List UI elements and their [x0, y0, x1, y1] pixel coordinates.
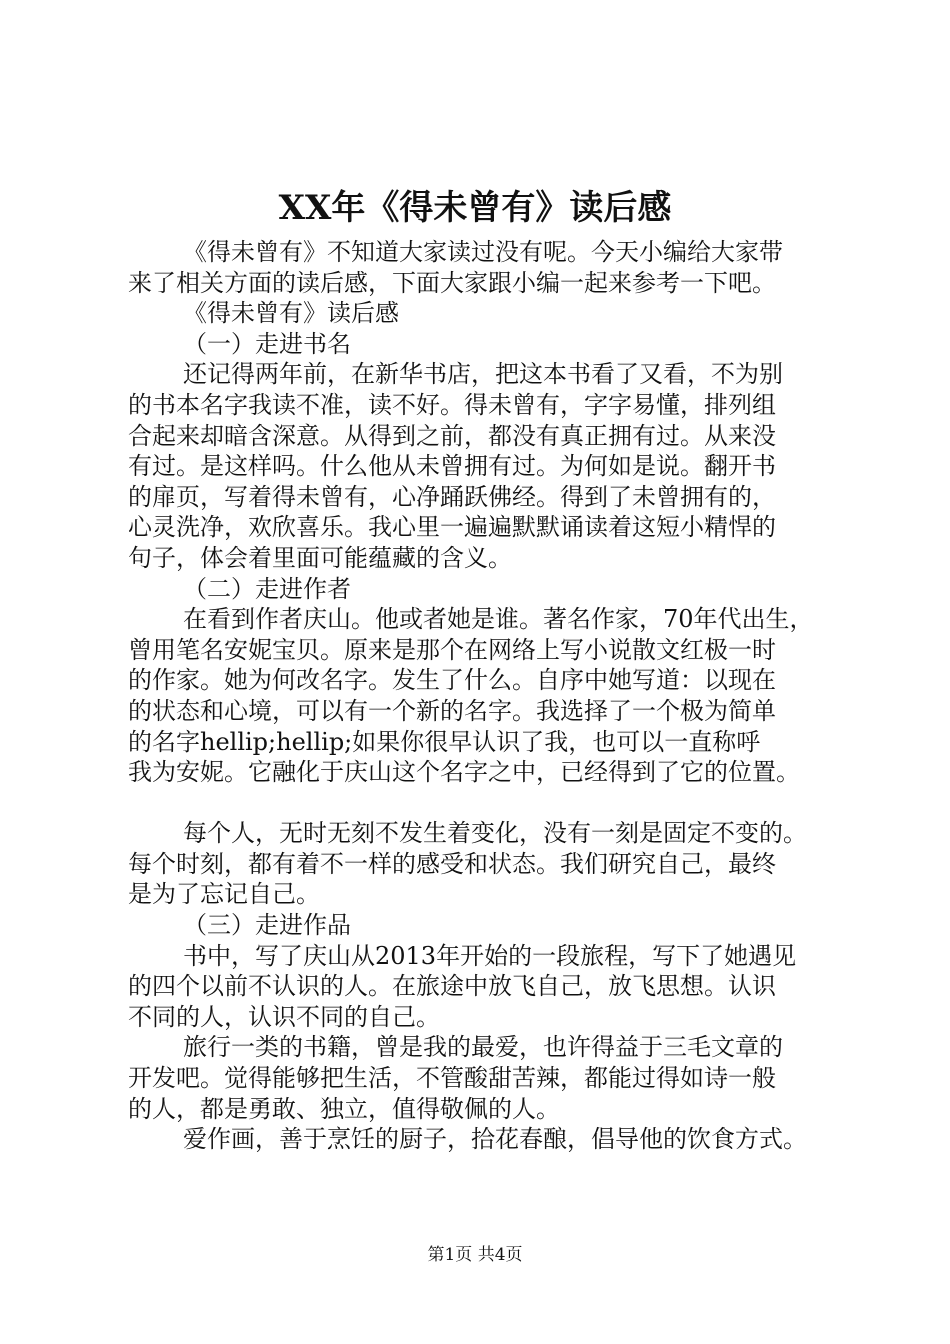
- text-line: （三）走进作品: [183, 911, 351, 940]
- text-line: 开发吧。觉得能够把生活，不管酸甜苦辣，都能过得如诗一般: [128, 1064, 776, 1093]
- text-line: 有过。是这样吗。什么他从未曾拥有过。为何如是说。翻开书: [128, 452, 776, 481]
- text-line: 心灵洗净，欢欣喜乐。我心里一遍遍默默诵读着这短小精悍的: [128, 513, 776, 542]
- text-line: 的扉页，写着得未曾有，心净踊跃佛经。得到了未曾拥有的，: [128, 482, 776, 511]
- text-line: 《得未曾有》不知道大家读过没有呢。今天小编给大家带: [183, 238, 783, 266]
- text-line: 曾用笔名安妮宝贝。原来是那个在网络上写小说散文红极一时: [128, 635, 776, 664]
- text-line: 我为安妮。它融化于庆山这个名字之中，已经得到了它的位置。: [128, 758, 800, 787]
- document-title: XX年《得未曾有》读后感: [278, 188, 672, 228]
- text-line: （一）走进书名: [183, 329, 351, 358]
- document-body: [128, 237, 830, 1155]
- text-line: [128, 788, 830, 819]
- page-footer: 第1页 共4页: [427, 1245, 523, 1265]
- text-line: 在看到作者庆山。他或者她是谁。著名作家，70年代出生，: [183, 605, 814, 634]
- text-line: 旅行一类的书籍，曾是我的最爱，也许得益于三毛文章的: [183, 1033, 783, 1062]
- text-line: 来了相关方面的读后感，下面大家跟小编一起来参考一下吧。: [128, 268, 776, 297]
- text-line: 不同的人，认识不同的自己。: [128, 1002, 440, 1031]
- text-line: 的书本名字我读不准，读不好。得未曾有，字字易懂，排列组: [128, 390, 776, 419]
- text-line: 的状态和心境，可以有一个新的名字。我选择了一个极为简单: [128, 696, 776, 725]
- text-line: 还记得两年前，在新华书店，把这本书看了又看，不为别: [183, 360, 783, 389]
- text-line: 句子，体会着里面可能蕴藏的含义。: [128, 543, 512, 572]
- text-line: 是为了忘记自己。: [128, 880, 320, 909]
- text-line: （二）走进作者: [183, 574, 351, 603]
- text-line: 书中，写了庆山从2013年开始的一段旅程，写下了她遇见: [183, 941, 797, 970]
- text-line: 合起来却暗含深意。从得到之前，都没有真正拥有过。从来没: [128, 421, 776, 450]
- text-line: 的人，都是勇敢、独立，值得敬佩的人。: [128, 1094, 560, 1123]
- text-line: 每个人，无时无刻不发生着变化，没有一刻是固定不变的。: [183, 819, 807, 848]
- text-line: 的作家。她为何改名字。发生了什么。自序中她写道：以现在: [128, 666, 776, 695]
- text-line: 的名字hellip;hellip;如果你很早认识了我，也可以一直称呼: [128, 727, 761, 756]
- text-line: 每个时刻，都有着不一样的感受和状态。我们研究自己，最终: [128, 849, 776, 878]
- text-line: 的四个以前不认识的人。在旅途中放飞自己，放飞思想。认识: [128, 972, 776, 1001]
- text-line: 《得未曾有》读后感: [183, 299, 399, 328]
- text-line: 爱作画，善于烹饪的厨子，拾花春酿，倡导他的饮食方式。: [183, 1125, 807, 1154]
